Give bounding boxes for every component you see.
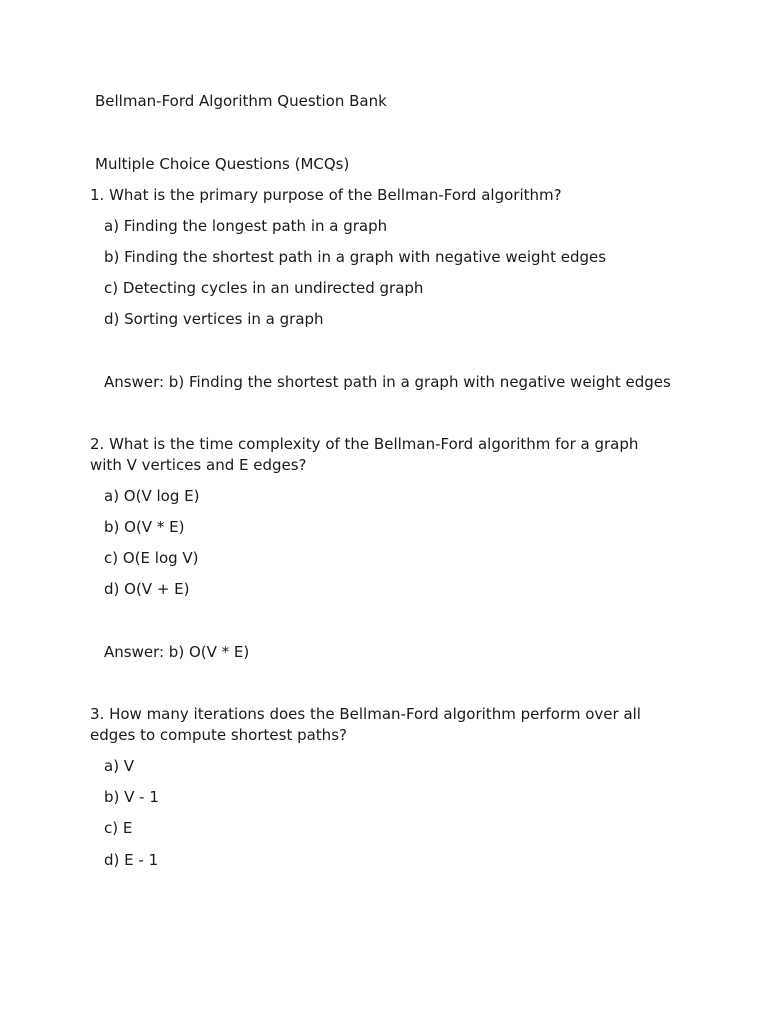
question-2: 2. What is the time complexity of the Bellman-Ford algorithm for a graph with V vertices and E edges? — [90, 435, 639, 474]
question-1-option-b: b) Finding the shortest path in a graph with negative weight edges — [104, 248, 607, 266]
question-3-option-a: a) V — [104, 757, 135, 775]
document-title: Bellman-Ford Algorithm Question Bank — [95, 92, 387, 110]
question-1-option-a: a) Finding the longest path in a graph — [104, 217, 388, 235]
question-3: 3. How many iterations does the Bellman-Ford algorithm perform over all edges to compute shortest paths? — [90, 705, 641, 744]
question-1-answer: Answer: b) Finding the shortest path in a graph with negative weight edges — [104, 373, 671, 391]
question-1-option-d: d) Sorting vertices in a graph — [104, 310, 324, 328]
question-1-option-c: c) Detecting cycles in an undirected graph — [104, 279, 424, 297]
question-2-option-a: a) O(V log E) — [104, 487, 200, 505]
question-3-option-c: c) E — [104, 819, 133, 837]
question-2-option-d: d) O(V + E) — [104, 580, 190, 598]
question-2-option-c: c) O(E log V) — [104, 549, 199, 567]
section-heading: Multiple Choice Questions (MCQs) — [95, 155, 350, 173]
question-2-option-b: b) O(V * E) — [104, 518, 185, 536]
question-1: 1. What is the primary purpose of the Bellman-Ford algorithm? — [90, 186, 562, 204]
question-3-option-d: d) E - 1 — [104, 851, 159, 869]
question-2-answer: Answer: b) O(V * E) — [104, 643, 250, 661]
question-3-option-b: b) V - 1 — [104, 788, 159, 806]
